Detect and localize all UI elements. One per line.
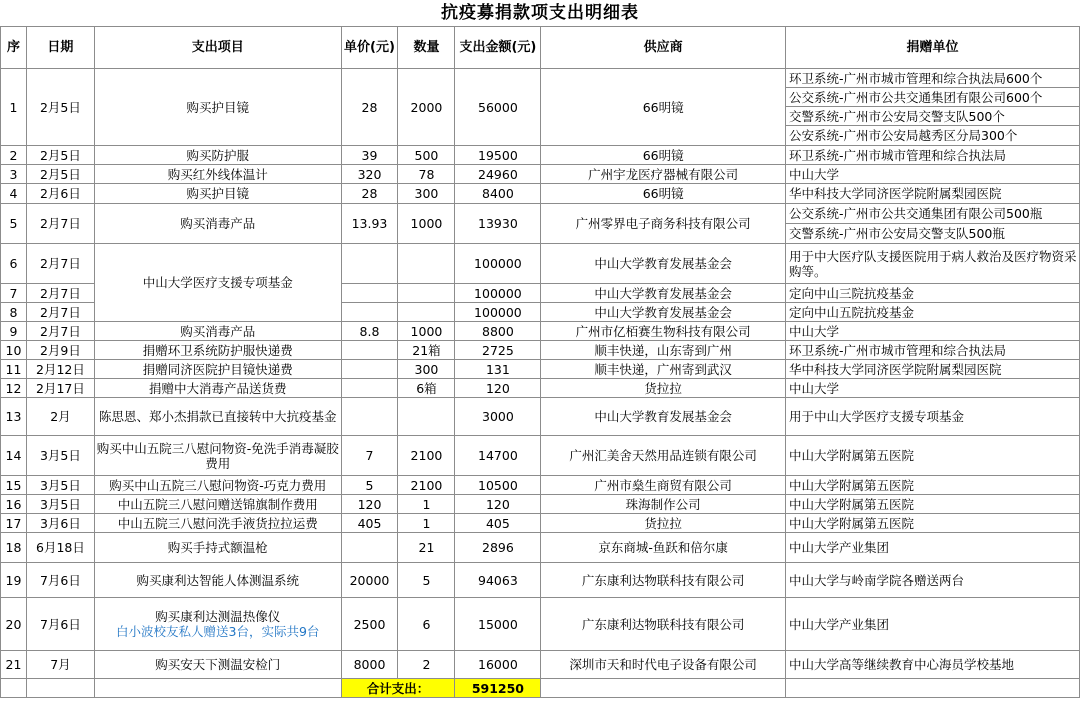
- cell-item: 购买中山五院三八慰问物资-免洗手消毒凝胶费用: [94, 436, 341, 476]
- cell-qty: 21箱: [398, 341, 455, 360]
- table-row: [1, 184, 1080, 204]
- cell-donor: 交警系统-广州市公安局交警支队500瓶: [786, 224, 1080, 244]
- cell-donor: 定向中山五院抗疫基金: [786, 303, 1080, 322]
- cell-seq: 15: [1, 476, 27, 495]
- sheet-title: 抗疫募捐款项支出明细表: [441, 3, 639, 23]
- cell-date: 7月6日: [26, 598, 94, 651]
- cell-item: 购买防护服: [94, 146, 341, 165]
- cell-donor: 用于中大医疗队支援医院用于病人救治及医疗物资采购等。: [786, 244, 1080, 284]
- cell-amount: 100000: [455, 284, 541, 303]
- table-row: [1, 322, 1080, 341]
- cell-item: 捐赠环卫系统防护服快递费: [94, 341, 341, 360]
- cell-date: 2月7日: [26, 204, 94, 244]
- cell-qty: 300: [398, 184, 455, 204]
- cell-item: 购买红外线体温计: [94, 165, 341, 184]
- header-qty: 数量: [398, 27, 455, 69]
- cell-qty: 6: [398, 598, 455, 651]
- cell-qty: 1: [398, 514, 455, 533]
- header-price: 单价(元): [341, 27, 398, 69]
- cell-seq: 19: [1, 563, 27, 598]
- cell-qty: [398, 303, 455, 322]
- cell-amount: 3000: [455, 398, 541, 436]
- table-row: [1, 69, 1080, 88]
- cell-date: 2月7日: [26, 284, 94, 303]
- cell-amount: 2725: [455, 341, 541, 360]
- total-value: 591250: [455, 679, 541, 698]
- cell-amount: 16000: [455, 651, 541, 679]
- cell-donor: 中山大学: [786, 322, 1080, 341]
- cell-donor: 环卫系统-广州市城市管理和综合执法局600个: [786, 69, 1080, 88]
- cell-donor: 环卫系统-广州市城市管理和综合执法局: [786, 341, 1080, 360]
- cell-date: 6月18日: [26, 533, 94, 563]
- cell-supplier: 顺丰快递，广州寄到武汉: [541, 360, 786, 379]
- cell-date: 7月: [26, 651, 94, 679]
- header-date: 日期: [26, 27, 94, 69]
- cell-qty: 300: [398, 360, 455, 379]
- cell-donor: 中山大学附属第五医院: [786, 495, 1080, 514]
- cell-amount: 131: [455, 360, 541, 379]
- cell-item: 中山大学医疗支援专项基金: [94, 244, 341, 322]
- cell-seq: 18: [1, 533, 27, 563]
- cell-qty: 500: [398, 146, 455, 165]
- total-row: [1, 679, 1080, 698]
- cell-price: [341, 341, 398, 360]
- cell-qty: 1000: [398, 322, 455, 341]
- cell-seq: 20: [1, 598, 27, 651]
- cell-supplier: 66明镜: [541, 146, 786, 165]
- cell-qty: 1: [398, 495, 455, 514]
- cell-donor: 中山大学附属第五医院: [786, 436, 1080, 476]
- cell-date: 2月7日: [26, 303, 94, 322]
- cell-supplier: 中山大学教育发展基金会: [541, 284, 786, 303]
- cell-qty: 2100: [398, 476, 455, 495]
- table-row: [1, 598, 1080, 651]
- cell-supplier: 66明镜: [541, 69, 786, 146]
- cell-date: 3月5日: [26, 476, 94, 495]
- cell-price: 405: [341, 514, 398, 533]
- cell-price: 120: [341, 495, 398, 514]
- cell-donor: 中山大学产业集团: [786, 598, 1080, 651]
- cell-supplier: 顺丰快递，山东寄到广州: [541, 341, 786, 360]
- cell-qty: [398, 244, 455, 284]
- cell-item: 中山五院三八慰问洗手液货拉拉运费: [94, 514, 341, 533]
- cell-amount: 56000: [455, 69, 541, 146]
- cell-seq: 2: [1, 146, 27, 165]
- cell-qty: 21: [398, 533, 455, 563]
- cell-item: 购买消毒产品: [94, 322, 341, 341]
- cell-qty: 2000: [398, 69, 455, 146]
- cell-supplier: 货拉拉: [541, 514, 786, 533]
- table-row: [1, 146, 1080, 165]
- cell-amount: 94063: [455, 563, 541, 598]
- cell-item: 购买中山五院三八慰问物资-巧克力费用: [94, 476, 341, 495]
- cell-supplier: 广州市燊生商贸有限公司: [541, 476, 786, 495]
- header-amount: 支出金额(元): [455, 27, 541, 69]
- cell-donor: 中山大学: [786, 379, 1080, 398]
- cell-price: 20000: [341, 563, 398, 598]
- cell-seq: 21: [1, 651, 27, 679]
- cell-item: [94, 598, 341, 651]
- cell-donor: 环卫系统-广州市城市管理和综合执法局: [786, 146, 1080, 165]
- cell-donor: 中山大学产业集团: [786, 533, 1080, 563]
- cell-donor: 定向中山三院抗疫基金: [786, 284, 1080, 303]
- cell-item: 购买手持式额温枪: [94, 533, 341, 563]
- cell-supplier: 京东商城-鱼跃和倍尔康: [541, 533, 786, 563]
- cell-supplier: 66明镜: [541, 184, 786, 204]
- cell-supplier: 广东康利达物联科技有限公司: [541, 598, 786, 651]
- cell-price: 5: [341, 476, 398, 495]
- table-row: [1, 398, 1080, 436]
- cell-amount: 2896: [455, 533, 541, 563]
- cell-qty: 6箱: [398, 379, 455, 398]
- cell-date: 2月5日: [26, 165, 94, 184]
- table-header-row: [1, 27, 1080, 69]
- table-row: [1, 476, 1080, 495]
- cell-price: [341, 398, 398, 436]
- cell-price: [341, 379, 398, 398]
- cell-date: 2月5日: [26, 69, 94, 146]
- item-note: 白小波校友私人赠送3台，实际共9台: [115, 624, 320, 639]
- cell-date: 2月9日: [26, 341, 94, 360]
- cell-date: 3月5日: [26, 436, 94, 476]
- cell-item: 捐赠同济医院护目镜快递费: [94, 360, 341, 379]
- cell-supplier: 中山大学教育发展基金会: [541, 244, 786, 284]
- cell-item: 购买护目镜: [94, 69, 341, 146]
- cell-price: [341, 284, 398, 303]
- cell-donor: 公交系统-广州市公共交通集团有限公司600个: [786, 88, 1080, 107]
- cell-price: [341, 244, 398, 284]
- cell-date: 2月7日: [26, 322, 94, 341]
- table-row: [1, 360, 1080, 379]
- table-row: [1, 165, 1080, 184]
- cell-date: 7月6日: [26, 563, 94, 598]
- cell-item: 陈思恩、郑小杰捐款已直接转中大抗疫基金: [94, 398, 341, 436]
- cell-date: 2月17日: [26, 379, 94, 398]
- table-row: [1, 204, 1080, 224]
- cell-qty: [398, 398, 455, 436]
- header-donor: 捐赠单位: [786, 27, 1080, 69]
- cell-date: 3月5日: [26, 495, 94, 514]
- expense-table: [0, 26, 1080, 698]
- cell-amount: 120: [455, 495, 541, 514]
- cell-price: 8000: [341, 651, 398, 679]
- cell-price: 2500: [341, 598, 398, 651]
- cell-qty: 1000: [398, 204, 455, 244]
- cell-supplier: 广州市亿栢赛生物科技有限公司: [541, 322, 786, 341]
- cell-donor: 华中科技大学同济医学院附属梨园医院: [786, 184, 1080, 204]
- cell-amount: 405: [455, 514, 541, 533]
- cell-seq: 8: [1, 303, 27, 322]
- cell-amount: 15000: [455, 598, 541, 651]
- cell-qty: 2: [398, 651, 455, 679]
- table-row: [1, 436, 1080, 476]
- cell-supplier: 广州宇龙医疗器械有限公司: [541, 165, 786, 184]
- cell-price: 28: [341, 69, 398, 146]
- cell-supplier: 广东康利达物联科技有限公司: [541, 563, 786, 598]
- table-row: [1, 533, 1080, 563]
- cell-item: 购买消毒产品: [94, 204, 341, 244]
- header-supplier: 供应商: [541, 27, 786, 69]
- cell-supplier: 中山大学教育发展基金会: [541, 398, 786, 436]
- cell-amount: 24960: [455, 165, 541, 184]
- cell-amount: 8800: [455, 322, 541, 341]
- cell-price: [341, 303, 398, 322]
- cell-amount: 10500: [455, 476, 541, 495]
- cell-seq: 16: [1, 495, 27, 514]
- cell-seq: 17: [1, 514, 27, 533]
- table-row: [1, 244, 1080, 284]
- cell-amount: 100000: [455, 244, 541, 284]
- cell-donor: 中山大学与岭南学院各赠送两台: [786, 563, 1080, 598]
- cell-date: 2月7日: [26, 244, 94, 284]
- cell-supplier: 珠海制作公司: [541, 495, 786, 514]
- cell-amount: 14700: [455, 436, 541, 476]
- cell-price: [341, 360, 398, 379]
- cell-donor: 用于中山大学医疗支援专项基金: [786, 398, 1080, 436]
- cell-date: 2月5日: [26, 146, 94, 165]
- cell-donor: 中山大学: [786, 165, 1080, 184]
- cell-donor: 公交系统-广州市公共交通集团有限公司500瓶: [786, 204, 1080, 224]
- cell-qty: [398, 284, 455, 303]
- cell-date: 2月6日: [26, 184, 94, 204]
- cell-supplier: 深圳市天和时代电子设备有限公司: [541, 651, 786, 679]
- header-seq: 序: [1, 27, 27, 69]
- cell-seq: 11: [1, 360, 27, 379]
- cell-item: 购买安天下测温安检门: [94, 651, 341, 679]
- cell-seq: 3: [1, 165, 27, 184]
- cell-price: 13.93: [341, 204, 398, 244]
- cell-donor: 中山大学高等继续教育中心海员学校基地: [786, 651, 1080, 679]
- table-row: [1, 341, 1080, 360]
- cell-seq: 14: [1, 436, 27, 476]
- cell-price: 28: [341, 184, 398, 204]
- cell-seq: 7: [1, 284, 27, 303]
- table-row: [1, 495, 1080, 514]
- cell-item: 捐赠中大消毒产品送货费: [94, 379, 341, 398]
- cell-item: 购买康利达智能人体测温系统: [94, 563, 341, 598]
- cell-donor: 公安系统-广州市公安局越秀区分局300个: [786, 126, 1080, 146]
- table-row: [1, 514, 1080, 533]
- cell-qty: 5: [398, 563, 455, 598]
- table-row: [1, 379, 1080, 398]
- table-row: [1, 563, 1080, 598]
- cell-price: [341, 533, 398, 563]
- cell-amount: 8400: [455, 184, 541, 204]
- cell-qty: 78: [398, 165, 455, 184]
- cell-date: 2月12日: [26, 360, 94, 379]
- cell-price: 7: [341, 436, 398, 476]
- cell-seq: 10: [1, 341, 27, 360]
- cell-seq: 13: [1, 398, 27, 436]
- cell-price: 39: [341, 146, 398, 165]
- cell-seq: 4: [1, 184, 27, 204]
- table-row: [1, 651, 1080, 679]
- cell-price: 8.8: [341, 322, 398, 341]
- cell-amount: 13930: [455, 204, 541, 244]
- header-item: 支出项目: [94, 27, 341, 69]
- cell-seq: 1: [1, 69, 27, 146]
- cell-amount: 19500: [455, 146, 541, 165]
- cell-supplier: 中山大学教育发展基金会: [541, 303, 786, 322]
- cell-amount: 100000: [455, 303, 541, 322]
- cell-qty: 2100: [398, 436, 455, 476]
- cell-item: 中山五院三八慰问赠送锦旗制作费用: [94, 495, 341, 514]
- cell-price: 320: [341, 165, 398, 184]
- cell-seq: 9: [1, 322, 27, 341]
- cell-supplier: 货拉拉: [541, 379, 786, 398]
- cell-seq: 12: [1, 379, 27, 398]
- cell-donor: 中山大学附属第五医院: [786, 514, 1080, 533]
- cell-seq: 6: [1, 244, 27, 284]
- cell-donor: 交警系统-广州市公安局交警支队500个: [786, 107, 1080, 126]
- cell-supplier: 广州零界电子商务科技有限公司: [541, 204, 786, 244]
- cell-donor: 华中科技大学同济医学院附属梨园医院: [786, 360, 1080, 379]
- cell-seq: 5: [1, 204, 27, 244]
- cell-date: 2月: [26, 398, 94, 436]
- total-label: 合计支出：: [341, 679, 455, 698]
- item-text: 购买康利达测温热像仪: [155, 609, 281, 624]
- cell-item: 购买护目镜: [94, 184, 341, 204]
- cell-donor: 中山大学附属第五医院: [786, 476, 1080, 495]
- cell-supplier: 广州汇美舍天然用品连锁有限公司: [541, 436, 786, 476]
- cell-date: 3月6日: [26, 514, 94, 533]
- cell-amount: 120: [455, 379, 541, 398]
